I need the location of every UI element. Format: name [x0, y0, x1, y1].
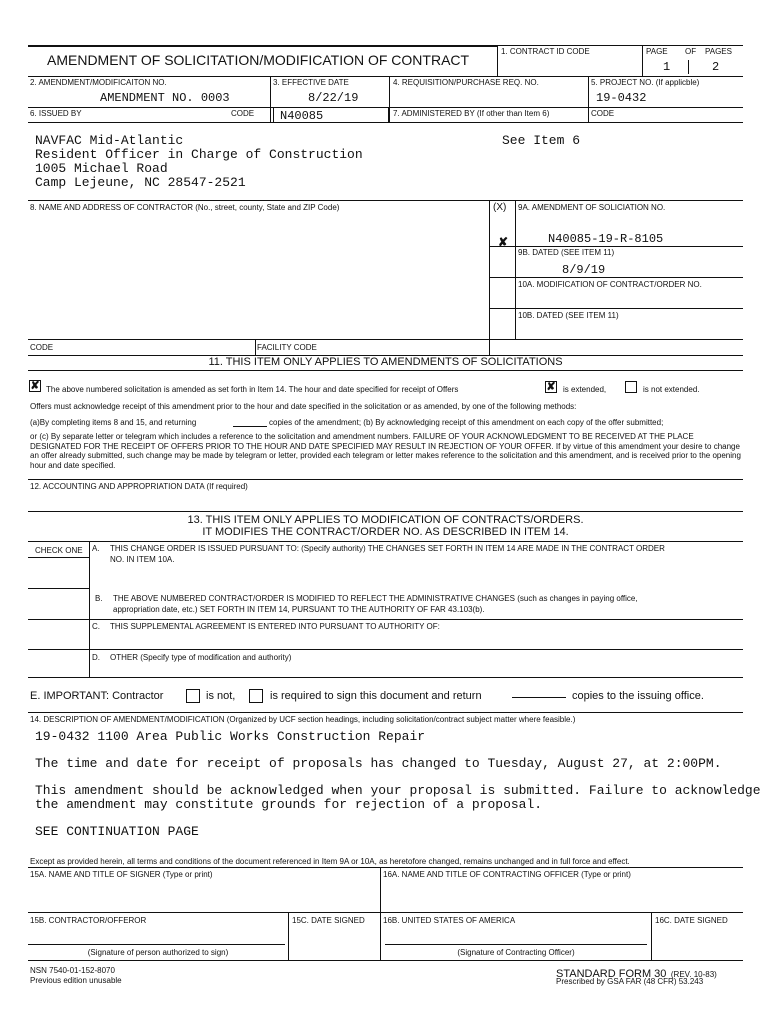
s13-a-text-2: NO. IN ITEM 10A. — [110, 555, 175, 564]
facility-code-label: FACILITY CODE — [257, 343, 317, 352]
previous-edition: Previous edition unusable — [30, 976, 122, 985]
item9a-check-mark[interactable]: ✘ — [498, 235, 509, 249]
s11-line3a: (a)By completing items 8 and 15, and returning — [30, 418, 197, 427]
item15c-label: 15C. DATE SIGNED — [292, 916, 365, 925]
pages-label: PAGES — [705, 47, 732, 56]
important-label: E. IMPORTANT: Contractor — [30, 690, 164, 702]
item14-label: 14. DESCRIPTION OF AMENDMENT/MODIFICATION (Organized by UCF section headings, including solicitation/contract subject matter where feasible.) — [30, 715, 576, 724]
item8-label: 8. NAME AND ADDRESS OF CONTRACTOR (No., street, county, State and ZIP Code) — [30, 203, 340, 212]
copies-label: copies to the issuing office. — [572, 690, 704, 702]
description-line-4: SEE CONTINUATION PAGE — [35, 824, 199, 839]
description-line-2: The time and date for receipt of proposals has changed to Tuesday, August 27, at 2:00PM. — [35, 756, 722, 771]
solicitation-date[interactable]: 8/9/19 — [562, 263, 606, 277]
is-required-label: is required to sign this document and return — [270, 690, 482, 702]
form-title: AMENDMENT OF SOLICITATION/MODIFICATION OF CONTRACT — [47, 52, 470, 68]
item16a-label: 16A. NAME AND TITLE OF CONTRACTING OFFICER (Type or print) — [383, 870, 631, 879]
item12-label: 12. ACCOUNTING AND APPROPRIATION DATA (If required) — [30, 482, 248, 491]
signature-15-caption: (Signature of person authorized to sign) — [87, 948, 229, 957]
x-column-label: (X) — [493, 202, 507, 213]
s13-b-text-2: appropriation date, etc.) SET FORTH IN ITEM 14, PURSUANT TO THE AUTHORITY OF FAR 43.103(b). — [113, 605, 485, 614]
check-one-label: CHECK ONE — [35, 546, 83, 555]
nsn-number: NSN 7540-01-152-8070 — [30, 966, 115, 975]
s13-a-letter: A. — [92, 544, 100, 553]
signature-16-caption: (Signature of Contracting Officer) — [457, 948, 575, 957]
code-bottom-label: CODE — [30, 343, 54, 352]
administered-by[interactable]: See Item 6 — [502, 133, 581, 148]
section13-title-2: IT MODIFIES THE CONTRACT/ORDER NO. AS DESCRIBED IN ITEM 14. — [202, 526, 569, 538]
issuer-line-3: 1005 Michael Road — [35, 161, 168, 176]
prescribed-by: Prescribed by GSA FAR (48 CFR) 53.243 — [556, 977, 704, 986]
item16c-label: 16C. DATE SIGNED — [655, 916, 728, 925]
solicitation-number[interactable]: N40085-19-R-8105 — [548, 232, 664, 246]
pages-count: 2 — [712, 60, 720, 74]
item7-label: 7. ADMINISTERED BY (If other than Item 6) — [393, 109, 550, 118]
s13-d-text: OTHER (Specify type of modification and authority) — [110, 653, 292, 662]
s11-line1: The above numbered solicitation is amended as set forth in Item 14. The hour and date specified for receipt of Offers — [46, 385, 459, 394]
except-text: Except as provided herein, all terms and conditions of the document referenced in Item 9A or 10A, as heretofore changed, remains unchanged and in full force and effect. — [30, 857, 630, 866]
s11-checkbox-1[interactable]: ✘ — [30, 380, 40, 392]
section13-title-1: 13. THIS ITEM ONLY APPLIES TO MODIFICATION OF CONTRACTS/ORDERS. — [187, 514, 584, 526]
s11-not-extended-checkbox[interactable] — [625, 381, 637, 393]
item9b-label: 9B. DATED (SEE ITEM 11) — [518, 248, 615, 257]
s11-line3b: copies of the amendment; (b) By acknowledging receipt of this amendment on each copy of the offer submitted; — [269, 418, 664, 427]
s11-not-extended-label: is not extended. — [643, 385, 700, 394]
item3-label: 3. EFFECTIVE DATE — [273, 78, 349, 87]
item6-code-label: CODE — [231, 109, 255, 118]
s13-c-text: THIS SUPPLEMENTAL AGREEMENT IS ENTERED INTO PURSUANT TO AUTHORITY OF: — [110, 622, 440, 631]
s11-paragraph: or (c) By separate letter or telegram which includes a reference to the solicitation and amendment numbers. FAILURE OF YOUR ACKNOWLEDGMENT TO BE RECEIVED AT THE PLACE DESIGNATED FOR THE RECEIPT OF OFFERS PRIOR TO THE HOUR AND DATE SPECIFIED MAY RESULT IN REJECTION OF YOUR OFFER. If by virtue of this amendment your desire to change an offer already submitted, such change may be made by telegram or letter, provided each telegram or letter makes reference to the solicitation and this amendment, and is received prior to the opening hour and date specified. — [30, 432, 741, 470]
item7-code-label: CODE — [591, 109, 615, 118]
issuer-line-1: NAVFAC Mid-Atlantic — [35, 133, 184, 148]
issuer-line-4: Camp Lejeune, NC 28547-2521 — [35, 175, 246, 190]
s11-extended-checkbox[interactable]: ✘ — [546, 381, 556, 393]
is-not-checkbox[interactable] — [186, 689, 200, 703]
of-label: OF — [685, 47, 697, 56]
item10a-label: 10A. MODIFICATION OF CONTRACT/ORDER NO. — [518, 280, 702, 289]
revision: (REV. 10-83) — [670, 970, 717, 979]
item4-label: 4. REQUISITION/PURCHASE REQ. NO. — [393, 78, 539, 87]
is-not-label: is not, — [206, 690, 236, 702]
s13-c-letter: C. — [92, 622, 100, 631]
s13-b-text-1: THE ABOVE NUMBERED CONTRACT/ORDER IS MODIFIED TO REFLECT THE ADMINISTRATIVE CHANGES (such as changes in paying office, — [113, 594, 638, 603]
item5-label: 5. PROJECT NO. (If applicble) — [591, 78, 700, 87]
project-number[interactable]: 19-0432 — [596, 91, 647, 105]
item2-label: 2. AMENDMENT/MODIFICAITON NO. — [30, 78, 167, 87]
item10b-label: 10B. DATED (SEE ITEM 11) — [518, 311, 619, 320]
item9a-label: 9A. AMENDMENT OF SOLICIATION NO. — [518, 203, 666, 212]
issuer-code[interactable]: N40085 — [280, 109, 324, 123]
amendment-number[interactable]: AMENDMENT NO. 0003 — [100, 91, 230, 105]
item15b-label: 15B. CONTRACTOR/OFFEROR — [30, 916, 147, 925]
description-line-3a: This amendment should be acknowledged when your proposal is submitted. Failure to acknowledge — [35, 783, 761, 798]
item15a-label: 15A. NAME AND TITLE OF SIGNER (Type or print) — [30, 870, 213, 879]
s11-extended-label: is extended, — [563, 385, 607, 394]
item6-label: 6. ISSUED BY — [30, 109, 82, 118]
s13-d-letter: D. — [92, 653, 100, 662]
effective-date[interactable]: 8/22/19 — [308, 91, 359, 105]
contract-id-label: 1. CONTRACT ID CODE — [501, 47, 590, 56]
item16b-label: 16B. UNITED STATES OF AMERICA — [383, 916, 516, 925]
s13-b-letter: B. — [95, 594, 103, 603]
s13-a-text-1: THIS CHANGE ORDER IS ISSUED PURSUANT TO: (Specify authority) THE CHANGES SET FORTH IN ITEM 14 ARE MADE IN THE CONTRACT ORDER — [110, 544, 665, 553]
s11-line2: Offers must acknowledge receipt of this amendment prior to the hour and date specified in the solicitation or as amended, by one of the following methods: — [30, 402, 577, 411]
page-number: 1 — [663, 60, 671, 74]
is-required-checkbox[interactable] — [249, 689, 263, 703]
section11-title: 11. THIS ITEM ONLY APPLIES TO AMENDMENTS OF SOLICITATIONS — [208, 356, 563, 368]
description-line-3b: the amendment may constitute grounds for rejection of a proposal. — [35, 797, 543, 812]
page-label: PAGE — [646, 47, 668, 56]
issuer-line-2: Resident Officer in Charge of Construction — [35, 147, 363, 162]
description-line-1: 19-0432 1100 Area Public Works Construction Repair — [35, 729, 426, 744]
standard-form-number: STANDARD FORM 30 — [556, 968, 667, 980]
